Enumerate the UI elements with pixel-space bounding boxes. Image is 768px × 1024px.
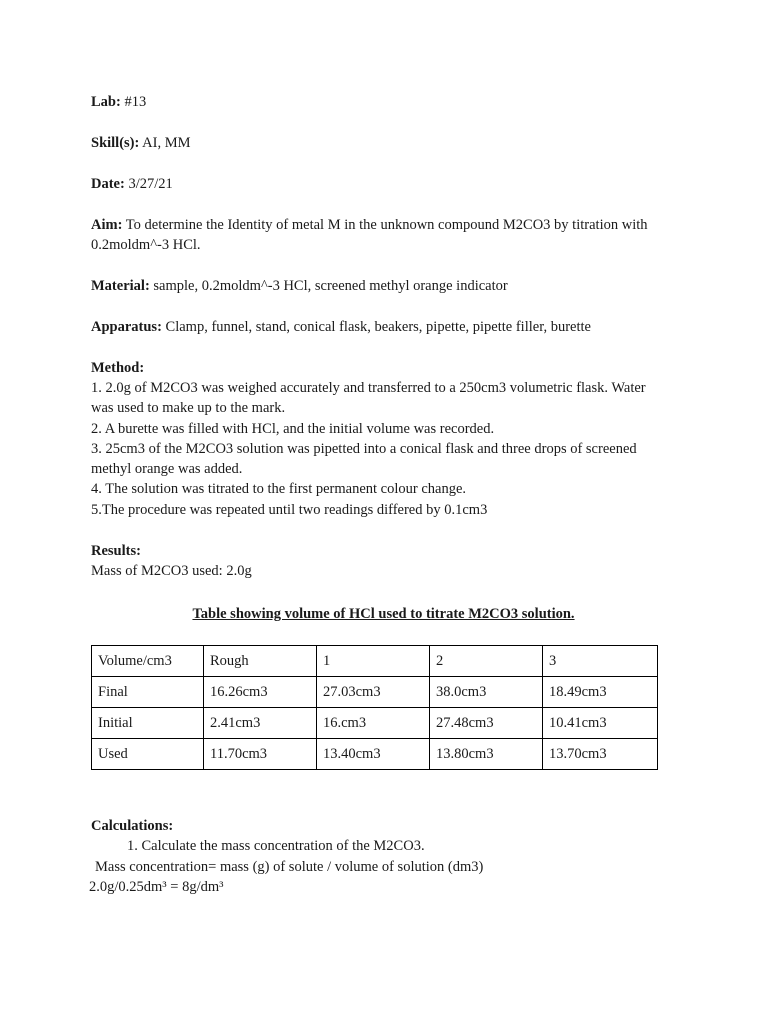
table-cell: 3 — [543, 646, 658, 677]
skills-value: AI, MM — [139, 135, 191, 151]
aim-line2: 0.2moldm^-3 HCl. — [91, 237, 201, 253]
material-value: sample, 0.2moldm^-3 HCl, screened methyl orange indicator — [149, 278, 508, 294]
calculation-result: 2.0g/0.25dm³ = 8g/dm³ — [89, 878, 224, 895]
lab-field — [91, 92, 681, 112]
results-section — [91, 541, 681, 582]
table-cell: Initial — [92, 708, 204, 739]
date-value: 3/27/21 — [124, 176, 173, 192]
apparatus-value: Clamp, funnel, stand, conical flask, beakers, pipette, pipette filler, burette — [161, 319, 591, 335]
titration-table — [91, 645, 658, 770]
table-cell: 10.41cm3 — [543, 708, 658, 739]
table-cell: 18.49cm3 — [543, 677, 658, 708]
aim-label: Aim: — [91, 217, 123, 233]
lab-label: Lab: — [91, 94, 121, 110]
skills-field — [91, 133, 681, 153]
table-cell: 13.80cm3 — [430, 739, 543, 770]
table-caption: Table showing volume of HCl used to titrate M2CO3 solution. — [192, 606, 575, 622]
apparatus-field — [91, 317, 681, 337]
method-line: methyl orange was added. — [91, 461, 243, 478]
table-cell: Rough — [204, 646, 317, 677]
lab-value: #13 — [120, 94, 147, 110]
table-cell: 27.48cm3 — [430, 708, 543, 739]
apparatus-label: Apparatus: — [91, 319, 162, 335]
table-row — [92, 677, 658, 708]
mass-used: Mass of M2CO3 used: 2.0g — [91, 563, 252, 580]
table-cell: 27.03cm3 — [317, 677, 430, 708]
calculation-item: 1. Calculate the mass concentration of the M2CO3. — [127, 838, 425, 855]
results-heading: Results: — [91, 543, 141, 560]
table-header-row — [92, 646, 658, 677]
date-label: Date: — [91, 176, 125, 192]
method-steps — [91, 378, 681, 520]
table-cell: 13.70cm3 — [543, 739, 658, 770]
table-cell: 16.cm3 — [317, 708, 430, 739]
table-cell: 16.26cm3 — [204, 677, 317, 708]
method-line: was used to make up to the mark. — [91, 400, 286, 417]
method-line: 1. 2.0g of M2CO3 was weighed accurately and transferred to a 250cm3 volumetric flask. Water — [91, 380, 646, 396]
aim-line1: To determine the Identity of metal M in the unknown compound M2CO3 by titration with — [122, 217, 648, 233]
method-line: 4. The solution was titrated to the first permanent colour change. — [91, 481, 467, 498]
table-cell: Used — [92, 739, 204, 770]
material-label: Material: — [91, 278, 150, 294]
table-cell: 2.41cm3 — [204, 708, 317, 739]
method-line: 2. A burette was filled with HCl, and the initial volume was recorded. — [91, 420, 495, 437]
calculation-formula: Mass concentration= mass (g) of solute / volume of solution (dm3) — [95, 858, 484, 875]
method-line: 3. 25cm3 of the M2CO3 solution was pipetted into a conical flask and three drops of screened — [91, 440, 637, 457]
material-field — [91, 276, 681, 296]
table-cell: 1 — [317, 646, 430, 677]
table-cell: 2 — [430, 646, 543, 677]
method-line: 5.The procedure was repeated until two readings differed by 0.1cm3 — [91, 501, 488, 518]
date-field — [91, 174, 681, 194]
calculations-heading: Calculations: — [91, 818, 174, 834]
calculations-section — [91, 816, 691, 897]
table-cell: 13.40cm3 — [317, 739, 430, 770]
table-cell: 38.0cm3 — [430, 677, 543, 708]
table-cell: Volume/cm3 — [92, 646, 204, 677]
skills-label: Skill(s): — [91, 135, 140, 151]
table-cell: 11.70cm3 — [204, 739, 317, 770]
method-heading: Method: — [91, 360, 145, 376]
lab-report — [89, 92, 681, 895]
aim-field — [91, 215, 681, 235]
table-cell: Final — [92, 677, 204, 708]
table-row — [92, 708, 658, 739]
table-row — [92, 739, 658, 770]
